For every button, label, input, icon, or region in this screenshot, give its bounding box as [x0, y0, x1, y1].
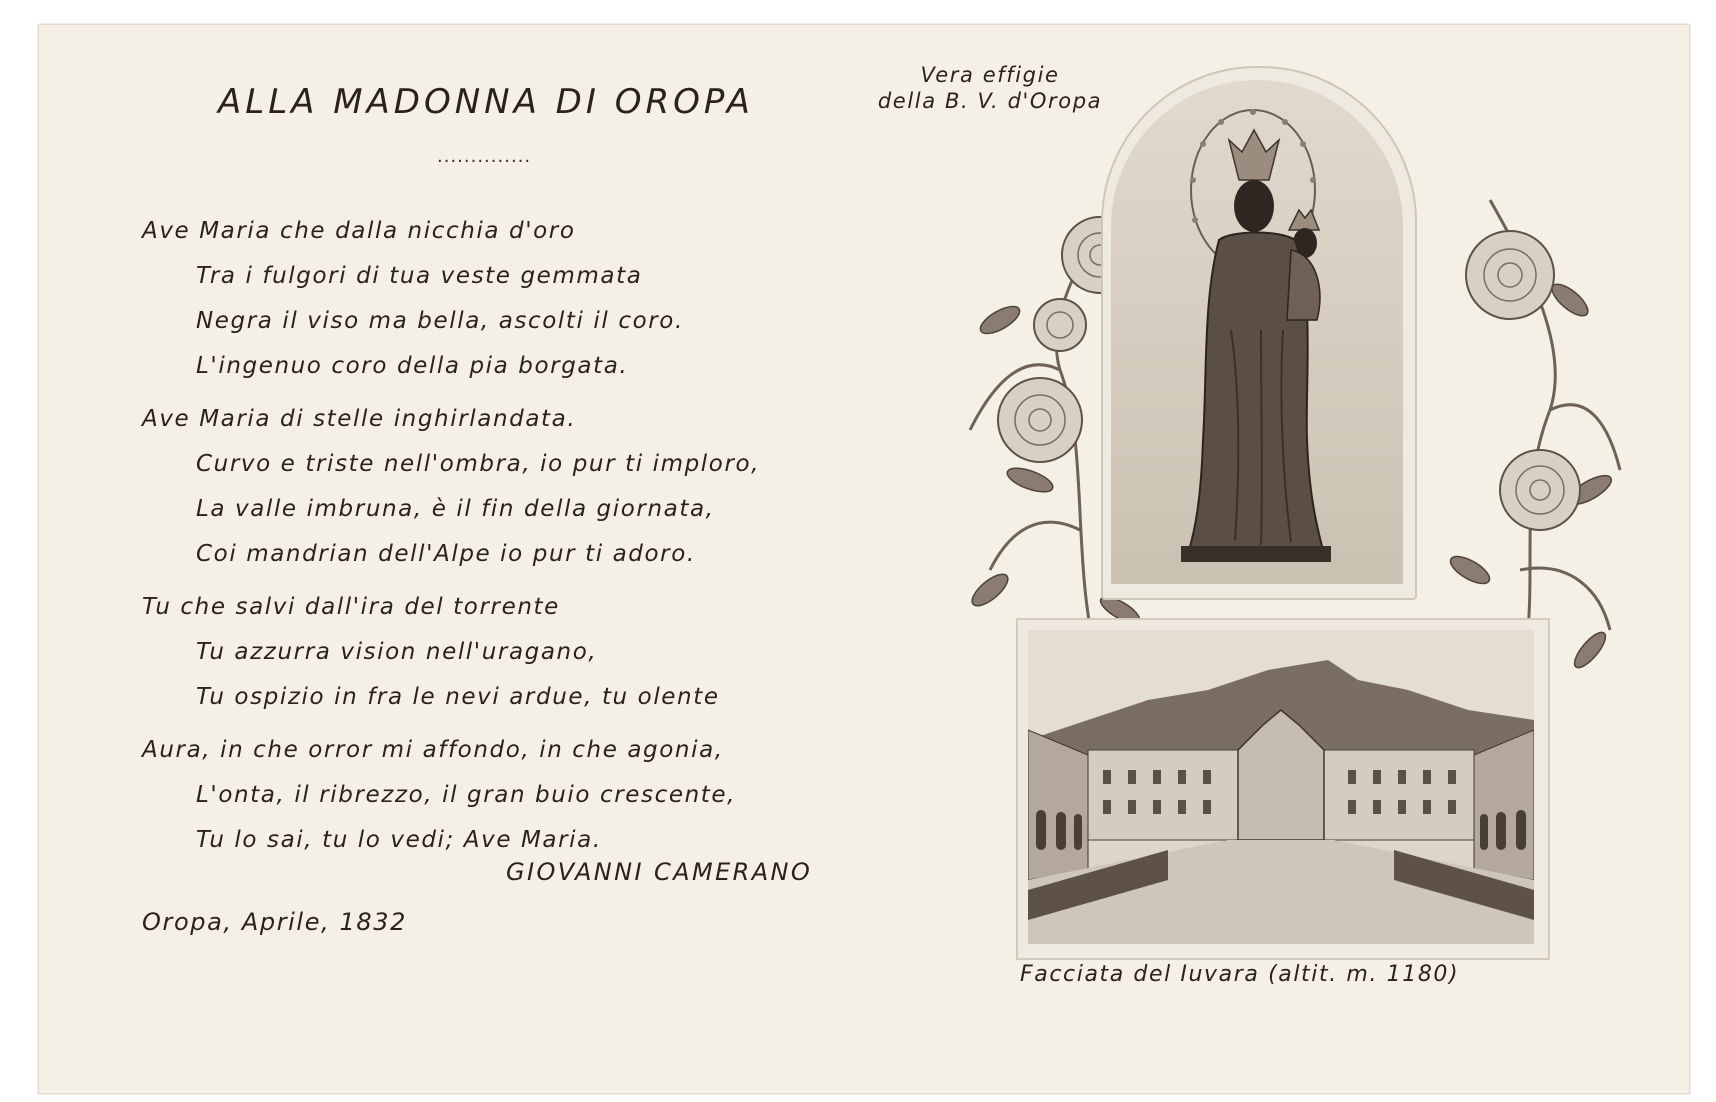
verse-line: Tu che salvi dall'ira del torrente — [142, 594, 560, 620]
place-date: Oropa, Aprile, 1832 — [142, 908, 407, 936]
verse-line: Aura, in che orror mi affondo, in che agonia, — [142, 737, 724, 763]
sanctuary-caption: Facciata del Iuvara (altit. m. 1180) — [1020, 962, 1460, 987]
verse-line: Curvo e triste nell'ombra, io pur ti imploro, — [196, 451, 761, 477]
verse-line: Coi mandrian dell'Alpe io pur ti adoro. — [196, 541, 696, 567]
verse-line: L'onta, il ribrezzo, il gran buio crescente, — [196, 782, 737, 808]
poem-title: ALLA MADONNA DI OROPA — [218, 82, 754, 122]
statue-caption-line2: della B. V. d'Oropa — [877, 89, 1103, 113]
verse-line: Tra i fulgori di tua veste gemmata — [196, 263, 643, 289]
verse-line: L'ingenuo coro della pia borgata. — [196, 353, 629, 379]
poem-author: GIOVANNI CAMERANO — [506, 858, 813, 886]
verse-line: Ave Maria di stelle inghirlandata. — [142, 406, 577, 432]
verse-line: Tu azzurra vision nell'uragano, — [196, 639, 598, 665]
statue-caption-line1: Vera effigie — [920, 63, 1060, 87]
verse-line: Ave Maria che dalla nicchia d'oro — [142, 218, 576, 244]
title-separator: .............. — [437, 146, 532, 167]
verse-line: Negra il viso ma bella, ascolti il coro. — [196, 308, 684, 334]
verse-line: La valle imbruna, è il fin della giornata, — [196, 496, 715, 522]
sanctuary-photo — [1028, 630, 1534, 944]
statue-photo — [1111, 80, 1403, 584]
verse-line: Tu lo sai, tu lo vedi; Ave Maria. — [196, 827, 602, 853]
statue-caption — [870, 62, 1110, 114]
verse-line: Tu ospizio in fra le nevi ardue, tu olente — [196, 684, 720, 710]
